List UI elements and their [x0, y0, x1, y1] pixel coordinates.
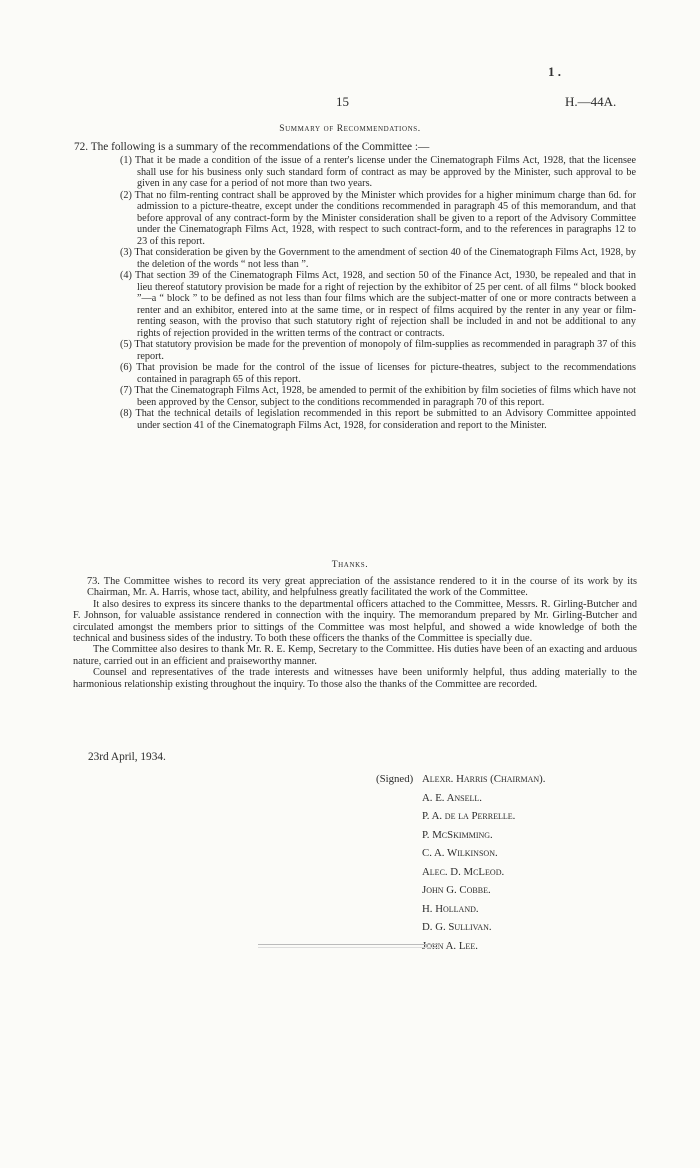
summary-intro: 72. The following is a summary of the recommendations of the Committee :—: [74, 141, 430, 153]
thanks-paragraph: The Committee also desires to thank Mr. R. E. Kemp, Secretary to the Committee. His duties have been of an exacting and arduous nature, carried out in an efficient and praiseworthy manner.: [73, 644, 637, 667]
recommendation-item: (8) That the technical details of legislation recommended in this report be submitted to an Advisory Committee appointed under section 41 of the Cinematograph Films Act, 1928, for consideration and report to the Minister.: [120, 408, 636, 431]
signature-row: [376, 900, 545, 919]
signature-block: [376, 770, 545, 955]
thanks-paragraph: It also desires to express its sincere thanks to the departmental officers attached to the Committee, Messrs. R. Girling-Butcher and F. Johnson, for valuable assistance rendered in connection with the inquiry. The memorandum prepared by Mr. Girling-Butcher and circulated amongst the members prior to sittings of the Committee was most helpful, and showed a wide knowledge of both the technical and business sides of the industry. To both these officers the thanks of the Committee is specially due.: [73, 598, 637, 645]
summary-heading: Summary of Recommendations.: [279, 124, 421, 134]
recommendation-item: (7) That the Cinematograph Films Act, 1928, be amended to permit of the exhibition by film societies of films which have not been approved by the Censor, subject to the conditions recommended in paragraph 70 of this report.: [120, 385, 636, 408]
signature-row: [376, 789, 545, 808]
signatory-name: John G. Cobbe.: [422, 884, 491, 896]
thanks-paragraph: Counsel and representatives of the trade interests and witnesses have been uniformly helpful, thus adding materially to the harmonious relationship existing throughout the inquiry. To those also the thanks of the Committee are recorded.: [73, 667, 637, 690]
signature-row: [376, 881, 545, 900]
end-divider: [258, 944, 440, 948]
signatory-name: Alec. D. McLeod.: [422, 865, 505, 878]
signature-row: [376, 826, 545, 845]
recommendation-item: (5) That statutory provision be made for the prevention of monopoly of film-supplies as recommended in paragraph 37 of this report.: [120, 339, 636, 362]
recommendation-item: (1) That it be made a condition of the issue of a renter's license under the Cinematograph Films Act, 1928, that the licensee shall use for his business only such standard form of contract as may be approved by the Minister, such approval to be given in any case for a period of not more than two years.: [120, 155, 636, 189]
signatory-name: P. McSkimming.: [422, 828, 493, 841]
document-reference: H.—44A.: [565, 94, 617, 109]
signatory-name: P. A. de la Perrelle.: [422, 810, 516, 822]
signatory-name: Alexr. Harris (Chairman).: [422, 773, 546, 785]
page-number: 15: [336, 94, 349, 109]
signed-prefix: (Signed): [376, 773, 414, 785]
signatory-name: H. Holland.: [422, 902, 479, 915]
signature-row: [376, 918, 545, 937]
corner-mark: 1 .: [548, 64, 561, 79]
report-date: 23rd April, 1934.: [88, 751, 166, 763]
signature-row: [376, 770, 545, 789]
recommendation-item: (2) That no film-renting contract shall be approved by the Minister which provides for a higher minimum charge than 6d. for admission to a picture-theatre, except under the conditions recommended in paragraph 45 of this memorandum, and that before approval of any contract-form by the Minister consideration shall be given to a report of the Advisory Committee under the Cinematograph Films Act, 1928, with respect to such contract-form, and to the references in paragraphs 12 to 23 of this report.: [120, 189, 636, 247]
signature-row: [376, 807, 545, 826]
signatory-name: D. G. Sullivan.: [422, 921, 492, 933]
signatory-name: A. E. Ansell.: [422, 791, 482, 804]
recommendation-item: (3) That consideration be given by the Government to the amendment of section 40 of the Cinematograph Films Act, 1928, by the deletion of the words “ not less than ”.: [120, 247, 636, 270]
signatory-name: C. A. Wilkinson.: [422, 847, 498, 859]
thanks-heading: Thanks.: [331, 560, 369, 570]
recommendation-item: (6) That provision be made for the control of the issue of licenses for picture-theatres, subject to the recommendations contained in paragraph 65 of this report.: [120, 362, 636, 385]
signature-row: [376, 863, 545, 882]
recommendation-item: (4) That section 39 of the Cinematograph Films Act, 1928, and section 50 of the Finance Act, 1930, be repealed and that in lieu thereof statutory provision be made for a right of rejection by the exhibitor of 25 per cent. of all films “ block booked ”—a “ block ” to be defined as not less than four films which are the subject-matter of one or more contracts between a renter and an exhibitor, entered into at the same time, or in respect of films acquired by the renter in any year or film-renting season, with the proviso that such statutory right of rejection shall be included in and not be additional to any rights of rejection provided in the written terms of the contract or contracts.: [120, 270, 636, 339]
recommendations-list: [120, 155, 636, 431]
signatory-name: John A. Lee.: [422, 939, 478, 952]
thanks-paragraph: 73. The Committee wishes to record its very great appreciation of the assistance rendered to it in the course of its work by its Chairman, Mr. A. Harris, whose tact, ability, and helpfulness greatly facilitated the work of the Committee.: [87, 576, 637, 599]
signature-row: [376, 844, 545, 863]
thanks-section: [73, 576, 637, 690]
